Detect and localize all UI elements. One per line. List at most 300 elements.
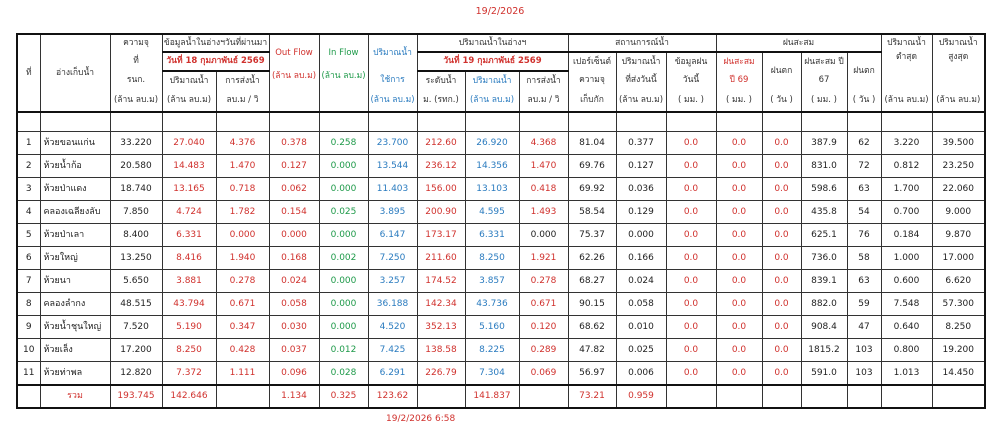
rain-69: 0.0: [716, 155, 762, 178]
rain-69: 0.0: [716, 270, 762, 293]
water-level: 212.60: [417, 132, 465, 155]
header-inflow-unit: (ล้าน ลบ.ม): [319, 71, 368, 112]
outflow: 0.154: [269, 201, 319, 224]
prev-release: 0.000: [216, 224, 269, 247]
total-prev-release: [216, 385, 269, 408]
total-today-rain: [666, 385, 716, 408]
header-raindays69: ฝนตก: [762, 52, 801, 90]
percent-capacity: 58.54: [568, 201, 616, 224]
percent-capacity: 56.97: [568, 362, 616, 386]
header-rain-group: ฝนสะสม: [716, 34, 881, 52]
rain-69: 0.0: [716, 224, 762, 247]
header-curr-group: ปริมาณน้ำในอ่างฯ: [417, 34, 568, 52]
outflow: 0.030: [269, 316, 319, 339]
header-usable-3: (ล้าน ลบ.ม): [368, 90, 417, 112]
total-inflow: 0.325: [319, 385, 368, 408]
table-footer: [17, 385, 985, 408]
header-rain67-2: 67: [801, 71, 847, 90]
total-usable: 123.62: [368, 385, 417, 408]
water-level: 200.90: [417, 201, 465, 224]
max-volume: 23.250: [932, 155, 985, 178]
curr-release: 1.921: [519, 247, 568, 270]
total-no: [17, 385, 40, 408]
prev-release: 0.347: [216, 316, 269, 339]
curr-release: 0.120: [519, 316, 568, 339]
row-no: 1: [17, 132, 40, 155]
rain-67: 882.0: [801, 293, 847, 316]
header-prev-volume-unit: (ล้าน ลบ.ม): [162, 90, 216, 112]
today-release: 0.129: [616, 201, 666, 224]
row-no: 3: [17, 178, 40, 201]
header-max-1: ปริมาณน้ำ: [932, 34, 985, 52]
rain-67: 435.8: [801, 201, 847, 224]
header-today-release-1: ปริมาณน้ำ: [616, 52, 666, 71]
header-max-2: สูงสุด: [932, 52, 985, 90]
usable-volume: 23.700: [368, 132, 417, 155]
prev-volume: 14.483: [162, 155, 216, 178]
rain-days-69: 0.0: [762, 224, 801, 247]
inflow: 0.002: [319, 247, 368, 270]
header-curr-volume: ปริมาณน้ำ: [465, 71, 519, 90]
table-row: [17, 316, 985, 339]
rain-days-69: 0.0: [762, 155, 801, 178]
header-today-rain-3: ( มม. ): [666, 90, 716, 112]
rain-days-69: 0.0: [762, 362, 801, 386]
rain-days-67: 72: [847, 155, 881, 178]
header-today-release-2: ที่ส่งวันนี้: [616, 71, 666, 90]
prev-volume: 5.190: [162, 316, 216, 339]
rain-days-67: 62: [847, 132, 881, 155]
header-level-unit: ม. (รทก.): [417, 90, 465, 112]
reservoir-name: ห้วยน้ำชุนใหญ่: [40, 316, 110, 339]
header-raindays67: ฝนตก: [847, 52, 881, 90]
inflow: 0.028: [319, 362, 368, 386]
header-today-rain-2: วันนี้: [666, 71, 716, 90]
water-level: 138.58: [417, 339, 465, 362]
percent-capacity: 75.37: [568, 224, 616, 247]
outflow: 0.037: [269, 339, 319, 362]
reservoir-name: คลองเฉลียงลับ: [40, 201, 110, 224]
max-volume: 9.870: [932, 224, 985, 247]
min-volume: 0.812: [881, 155, 932, 178]
outflow: 0.000: [269, 224, 319, 247]
percent-capacity: 69.76: [568, 155, 616, 178]
capacity: 17.200: [110, 339, 162, 362]
row-no: 11: [17, 362, 40, 386]
outflow: 0.058: [269, 293, 319, 316]
rain-days-67: 54: [847, 201, 881, 224]
prev-volume: 7.372: [162, 362, 216, 386]
header-max-3: (ล้าน ลบ.ม): [932, 90, 985, 112]
capacity: 18.740: [110, 178, 162, 201]
total-label: รวม: [40, 385, 110, 408]
prev-volume: 6.331: [162, 224, 216, 247]
curr-release: 0.671: [519, 293, 568, 316]
outflow: 0.062: [269, 178, 319, 201]
water-level: 156.00: [417, 178, 465, 201]
today-release: 0.024: [616, 270, 666, 293]
row-no: 10: [17, 339, 40, 362]
row-no: 2: [17, 155, 40, 178]
rain-67: 839.1: [801, 270, 847, 293]
today-rain: 0.0: [666, 270, 716, 293]
table-row: [17, 178, 985, 201]
prev-release: 1.111: [216, 362, 269, 386]
total-capacity: 193.745: [110, 385, 162, 408]
reservoir-name: ห้วยใหญ่: [40, 247, 110, 270]
reservoir-name: ห้วยขอนแก่น: [40, 132, 110, 155]
rain-days-69: 0.0: [762, 316, 801, 339]
total-prev-volume: 142.646: [162, 385, 216, 408]
rain-days-67: 58: [847, 247, 881, 270]
table-header: [17, 34, 985, 112]
curr-release: 0.278: [519, 270, 568, 293]
usable-volume: 11.403: [368, 178, 417, 201]
row-no: 5: [17, 224, 40, 247]
water-level: 174.52: [417, 270, 465, 293]
rain-67: 1815.2: [801, 339, 847, 362]
rain-days-69: 0.0: [762, 293, 801, 316]
total-row: [17, 385, 985, 408]
today-release: 0.010: [616, 316, 666, 339]
capacity: 20.580: [110, 155, 162, 178]
today-rain: 0.0: [666, 178, 716, 201]
reservoir-name: ห้วยท่าพล: [40, 362, 110, 386]
rain-69: 0.0: [716, 362, 762, 386]
header-outflow: Out Flow: [269, 34, 319, 71]
rain-days-69: 0.0: [762, 339, 801, 362]
percent-capacity: 69.92: [568, 178, 616, 201]
rain-days-69: 0.0: [762, 178, 801, 201]
header-prev-volume: ปริมาณน้ำ: [162, 71, 216, 90]
rain-days-67: 103: [847, 339, 881, 362]
rain-67: 598.6: [801, 178, 847, 201]
header-percent-1: เปอร์เซ็นต์: [568, 52, 616, 71]
prev-volume: 27.040: [162, 132, 216, 155]
percent-capacity: 47.82: [568, 339, 616, 362]
header-rain67-3: ( มม. ): [801, 90, 847, 112]
header-prev-release: การส่งน้ำ: [216, 71, 269, 90]
inflow: 0.000: [319, 224, 368, 247]
today-rain: 0.0: [666, 224, 716, 247]
rain-days-67: 63: [847, 270, 881, 293]
row-no: 4: [17, 201, 40, 224]
rain-days-67: 47: [847, 316, 881, 339]
header-level: ระดับน้ำ: [417, 71, 465, 90]
today-rain: 0.0: [666, 132, 716, 155]
capacity: 7.520: [110, 316, 162, 339]
rain-days-67: 76: [847, 224, 881, 247]
reservoir-name: ห้วยป่าแดง: [40, 178, 110, 201]
curr-volume: 7.304: [465, 362, 519, 386]
usable-volume: 3.257: [368, 270, 417, 293]
header-prev-release-unit: ลบ.ม / วิ: [216, 90, 269, 112]
total-outflow: 1.134: [269, 385, 319, 408]
table-row: [17, 339, 985, 362]
table-row: [17, 362, 985, 386]
max-volume: 6.620: [932, 270, 985, 293]
curr-release: 4.368: [519, 132, 568, 155]
inflow: 0.000: [319, 155, 368, 178]
header-outflow-unit: (ล้าน ลบ.ม): [269, 71, 319, 112]
capacity: 5.650: [110, 270, 162, 293]
curr-release: 0.418: [519, 178, 568, 201]
header-capacity-4: (ล้าน ลบ.ม): [110, 90, 162, 112]
header-no: ที่: [17, 34, 40, 112]
table-row: [17, 201, 985, 224]
capacity: 7.850: [110, 201, 162, 224]
today-rain: 0.0: [666, 339, 716, 362]
rain-67: 625.1: [801, 224, 847, 247]
max-volume: 8.250: [932, 316, 985, 339]
spacer-row: [17, 112, 985, 132]
today-rain: 0.0: [666, 316, 716, 339]
min-volume: 1.700: [881, 178, 932, 201]
prev-volume: 3.881: [162, 270, 216, 293]
today-release: 0.058: [616, 293, 666, 316]
today-release: 0.006: [616, 362, 666, 386]
percent-capacity: 90.15: [568, 293, 616, 316]
prev-release: 4.376: [216, 132, 269, 155]
curr-volume: 26.920: [465, 132, 519, 155]
table-row: [17, 293, 985, 316]
outflow: 0.127: [269, 155, 319, 178]
today-release: 0.127: [616, 155, 666, 178]
today-rain: 0.0: [666, 247, 716, 270]
curr-volume: 5.160: [465, 316, 519, 339]
header-curr-date: วันที่ 19 กุมภาพันธ์ 2569: [417, 52, 568, 71]
max-volume: 14.450: [932, 362, 985, 386]
water-level: 211.60: [417, 247, 465, 270]
table-row: [17, 155, 985, 178]
min-volume: 0.800: [881, 339, 932, 362]
prev-release: 1.470: [216, 155, 269, 178]
header-today-release-3: (ล้าน ลบ.ม): [616, 90, 666, 112]
inflow: 0.258: [319, 132, 368, 155]
curr-volume: 14.356: [465, 155, 519, 178]
header-rain67-1: ฝนสะสม ปี: [801, 52, 847, 71]
min-volume: 1.000: [881, 247, 932, 270]
total-raindays67: [847, 385, 881, 408]
total-percent: 73.21: [568, 385, 616, 408]
rain-67: 908.4: [801, 316, 847, 339]
usable-volume: 3.895: [368, 201, 417, 224]
inflow: 0.000: [319, 270, 368, 293]
table-row: [17, 247, 985, 270]
curr-release: 1.470: [519, 155, 568, 178]
max-volume: 39.500: [932, 132, 985, 155]
rain-days-67: 103: [847, 362, 881, 386]
rain-days-69: 0.0: [762, 201, 801, 224]
total-level: [417, 385, 465, 408]
rain-69: 0.0: [716, 316, 762, 339]
water-level: 236.12: [417, 155, 465, 178]
today-release: 0.036: [616, 178, 666, 201]
header-prev-group: ข้อมูลน้ำในอ่างฯวันที่ผ่านมา: [162, 34, 269, 52]
today-release: 0.025: [616, 339, 666, 362]
header-today-rain-1: ข้อมูลฝน: [666, 52, 716, 71]
percent-capacity: 62.26: [568, 247, 616, 270]
table-row: [17, 224, 985, 247]
table-row: [17, 270, 985, 293]
water-level: 226.79: [417, 362, 465, 386]
rain-69: 0.0: [716, 247, 762, 270]
header-min-1: ปริมาณน้ำ: [881, 34, 932, 52]
total-rain69: [716, 385, 762, 408]
inflow: 0.000: [319, 316, 368, 339]
rain-days-67: 63: [847, 178, 881, 201]
min-volume: 1.013: [881, 362, 932, 386]
min-volume: 7.548: [881, 293, 932, 316]
today-release: 0.377: [616, 132, 666, 155]
curr-volume: 13.103: [465, 178, 519, 201]
curr-volume: 4.595: [465, 201, 519, 224]
header-capacity-2: ที่: [110, 52, 162, 71]
max-volume: 22.060: [932, 178, 985, 201]
header-prev-date: วันที่ 18 กุมภาพันธ์ 2569: [162, 52, 269, 71]
total-curr-release: [519, 385, 568, 408]
rain-days-67: 59: [847, 293, 881, 316]
total-min: [881, 385, 932, 408]
reservoir-name: ห้วยนา: [40, 270, 110, 293]
curr-release: 0.069: [519, 362, 568, 386]
curr-volume: 6.331: [465, 224, 519, 247]
reservoir-table: [16, 33, 986, 409]
capacity: 12.820: [110, 362, 162, 386]
today-rain: 0.0: [666, 201, 716, 224]
header-capacity-3: รนก.: [110, 71, 162, 90]
rain-days-69: 0.0: [762, 270, 801, 293]
total-curr-volume: 141.837: [465, 385, 519, 408]
report-date: 19/2/2026: [475, 6, 525, 17]
capacity: 33.220: [110, 132, 162, 155]
rain-69: 0.0: [716, 201, 762, 224]
header-capacity-1: ความจุ: [110, 34, 162, 52]
outflow: 0.168: [269, 247, 319, 270]
prev-volume: 43.794: [162, 293, 216, 316]
capacity: 8.400: [110, 224, 162, 247]
prev-release: 0.278: [216, 270, 269, 293]
today-rain: 0.0: [666, 293, 716, 316]
curr-volume: 3.857: [465, 270, 519, 293]
header-min-3: (ล้าน ลบ.ม): [881, 90, 932, 112]
min-volume: 3.220: [881, 132, 932, 155]
curr-release: 0.289: [519, 339, 568, 362]
reservoir-name: ห้วยน้ำก้อ: [40, 155, 110, 178]
prev-volume: 8.416: [162, 247, 216, 270]
header-rain69-1: ฝนสะสม: [716, 52, 762, 71]
header-usable-1: ปริมาณน้ำ: [368, 34, 417, 71]
header-rain69-3: ( มม. ): [716, 90, 762, 112]
rain-67: 736.0: [801, 247, 847, 270]
max-volume: 17.000: [932, 247, 985, 270]
usable-volume: 36.188: [368, 293, 417, 316]
header-usable-2: ใช้การ: [368, 71, 417, 90]
rain-69: 0.0: [716, 132, 762, 155]
usable-volume: 7.425: [368, 339, 417, 362]
water-level: 142.34: [417, 293, 465, 316]
header-rain69-2: ปี 69: [716, 71, 762, 90]
header-percent-3: เก็บกัก: [568, 90, 616, 112]
rain-67: 387.9: [801, 132, 847, 155]
header-reservoir: อ่างเก็บน้ำ: [40, 34, 110, 112]
water-level: 352.13: [417, 316, 465, 339]
curr-volume: 8.250: [465, 247, 519, 270]
min-volume: 0.600: [881, 270, 932, 293]
rain-69: 0.0: [716, 178, 762, 201]
usable-volume: 6.291: [368, 362, 417, 386]
prev-volume: 13.165: [162, 178, 216, 201]
max-volume: 9.000: [932, 201, 985, 224]
capacity: 13.250: [110, 247, 162, 270]
curr-release: 1.493: [519, 201, 568, 224]
usable-volume: 13.544: [368, 155, 417, 178]
percent-capacity: 68.27: [568, 270, 616, 293]
header-curr-release: การส่งน้ำ: [519, 71, 568, 90]
outflow: 0.024: [269, 270, 319, 293]
prev-release: 1.782: [216, 201, 269, 224]
today-release: 0.166: [616, 247, 666, 270]
total-rain67: [801, 385, 847, 408]
total-max: [932, 385, 985, 408]
min-volume: 0.700: [881, 201, 932, 224]
row-no: 8: [17, 293, 40, 316]
table-body: [17, 112, 985, 385]
max-volume: 19.200: [932, 339, 985, 362]
header-raindays67-unit: ( วัน ): [847, 90, 881, 112]
percent-capacity: 68.62: [568, 316, 616, 339]
reservoir-name: ห้วยเล็ง: [40, 339, 110, 362]
rain-days-69: 0.0: [762, 132, 801, 155]
prev-release: 1.940: [216, 247, 269, 270]
max-volume: 57.300: [932, 293, 985, 316]
rain-69: 0.0: [716, 293, 762, 316]
table-row: [17, 132, 985, 155]
outflow: 0.378: [269, 132, 319, 155]
prev-release: 0.428: [216, 339, 269, 362]
usable-volume: 6.147: [368, 224, 417, 247]
reservoir-name: คลองลำกง: [40, 293, 110, 316]
header-min-2: ต่ำสุด: [881, 52, 932, 90]
rain-days-69: 0.0: [762, 247, 801, 270]
header-curr-volume-unit: (ล้าน ลบ.ม): [465, 90, 519, 112]
header-percent-2: ความจุ: [568, 71, 616, 90]
water-level: 173.17: [417, 224, 465, 247]
usable-volume: 7.250: [368, 247, 417, 270]
today-rain: 0.0: [666, 155, 716, 178]
inflow: 0.000: [319, 178, 368, 201]
curr-volume: 8.225: [465, 339, 519, 362]
update-timestamp: 19/2/2026 6:58: [386, 414, 456, 424]
rain-67: 591.0: [801, 362, 847, 386]
percent-capacity: 81.04: [568, 132, 616, 155]
total-today-release: 0.959: [616, 385, 666, 408]
row-no: 6: [17, 247, 40, 270]
prev-volume: 8.250: [162, 339, 216, 362]
outflow: 0.096: [269, 362, 319, 386]
row-no: 7: [17, 270, 40, 293]
usable-volume: 4.520: [368, 316, 417, 339]
row-no: 9: [17, 316, 40, 339]
curr-volume: 43.736: [465, 293, 519, 316]
header-inflow: In Flow: [319, 34, 368, 71]
inflow: 0.000: [319, 293, 368, 316]
header-curr-release-unit: ลบ.ม / วิ: [519, 90, 568, 112]
header-status-group: สถานการณ์น้ำ: [568, 34, 716, 52]
rain-69: 0.0: [716, 339, 762, 362]
inflow: 0.025: [319, 201, 368, 224]
rain-67: 831.0: [801, 155, 847, 178]
